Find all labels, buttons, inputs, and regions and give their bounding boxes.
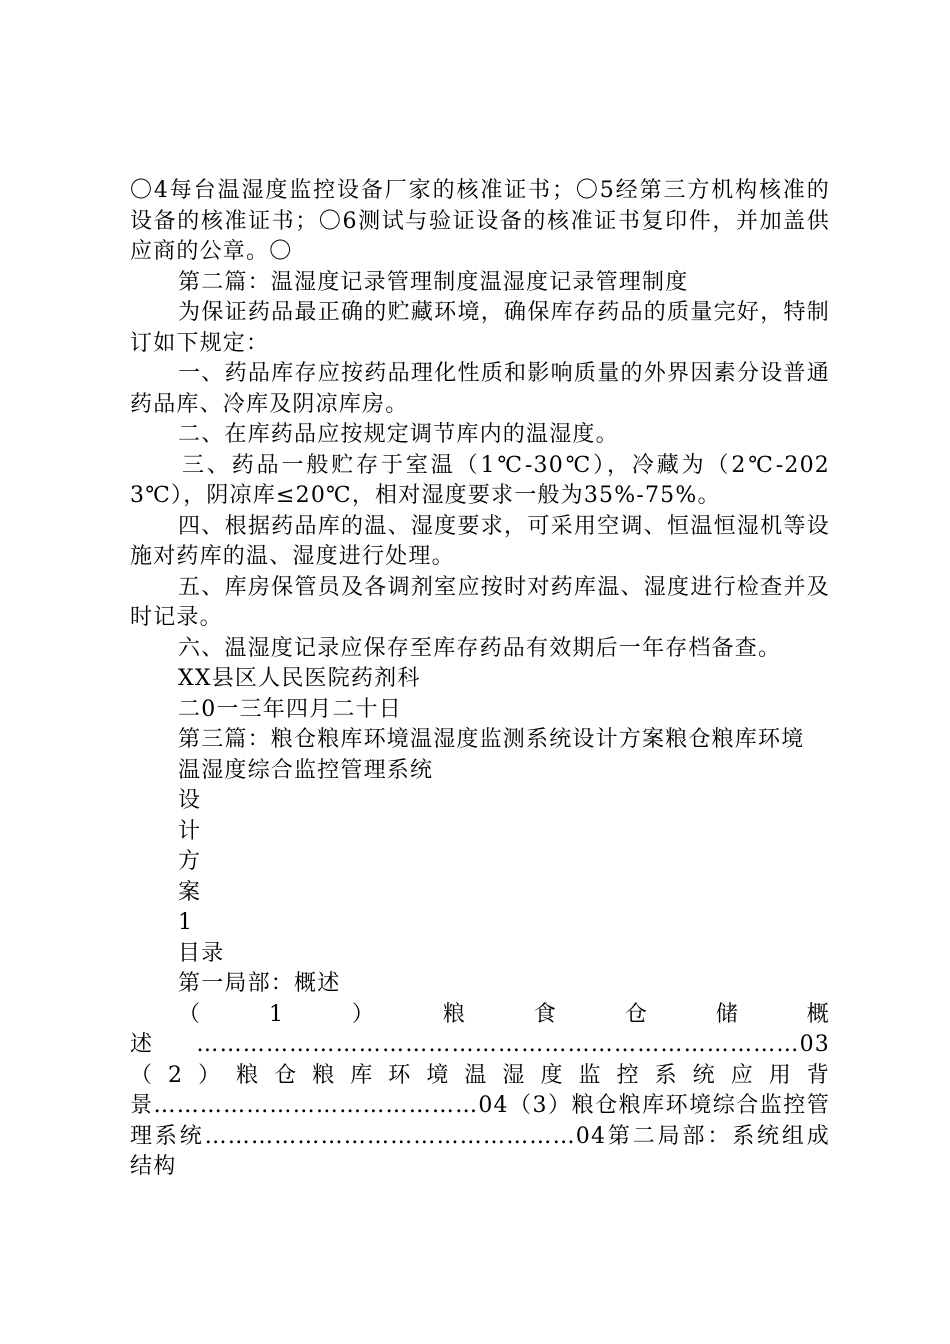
vertical-char-3: 方 bbox=[178, 849, 202, 874]
rule-5: 五、库房保管员及各调剂室应按时对药库温、湿度进行检查并及时记录。 bbox=[130, 574, 830, 630]
rule-2: 二、在库药品应按规定调节库内的温湿度。 bbox=[178, 422, 619, 447]
toc-entries: （1）粮食仓储概述……………………………………………………………………03（2）粮仓粮库环境温湿度监控系统应用背景……………………………………04（3）粮仓粮库环境综合监控管理系统…………………………………………04第二局部：系统组成结构 bbox=[130, 1001, 830, 1179]
paragraph-intro: 为保证药品最正确的贮藏环境，确保库存药品的质量完好，特制订如下规定： bbox=[130, 300, 830, 356]
system-title: 温湿度综合监控管理系统 bbox=[178, 757, 434, 783]
issue-date: 二0一三年四月二十日 bbox=[178, 696, 402, 722]
document-body bbox=[130, 176, 830, 1183]
vertical-char-2: 计 bbox=[178, 818, 202, 844]
rule-4: 四、根据药品库的温、湿度要求，可采用空调、恒温恒湿机等设施对药库的温、湿度进行处理。 bbox=[130, 513, 830, 569]
vertical-char-1: 设 bbox=[178, 788, 202, 813]
page-number: 1 bbox=[178, 910, 194, 935]
section-2-title: 第二篇：温湿度记录管理制度温湿度记录管理制度 bbox=[178, 269, 689, 295]
vertical-char-4: 案 bbox=[178, 879, 202, 905]
rule-1: 一、药品库存应按药品理化性质和影响质量的外界因素分设普通药品库、冷库及阴凉库房。 bbox=[130, 361, 830, 417]
toc-title: 目录 bbox=[178, 940, 225, 966]
issuer: XX县区人民医院药剂科 bbox=[178, 666, 421, 691]
rule-3: 三、药品一般贮存于室温（1℃-30℃），冷藏为（2℃-2023℃），阴凉库≤20℃，相对湿度要求一般为35%-75%。 bbox=[130, 452, 830, 508]
paragraph-certificates: 〇4每台温湿度监控设备厂家的核准证书；〇5经第三方机构核准的设备的核准证书；〇6测试与验证设备的核准证书复印件，并加盖供应商的公章。〇 bbox=[130, 178, 830, 264]
toc-part-1: 第一局部：概述 bbox=[178, 971, 341, 996]
rule-6: 六、温湿度记录应保存至库存药品有效期后一年存档备查。 bbox=[178, 635, 782, 661]
section-3-title: 第三篇：粮仓粮库环境温湿度监测系统设计方案粮仓粮库环境 bbox=[178, 727, 805, 752]
